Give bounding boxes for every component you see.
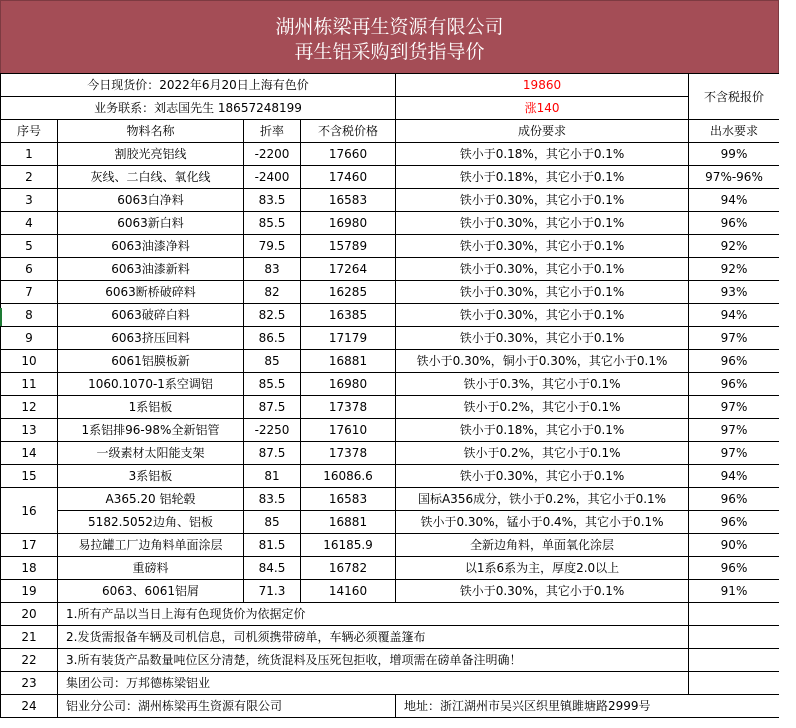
cell-no[interactable]: 18 <box>1 557 58 580</box>
cell-rate[interactable]: 86.5 <box>244 327 301 350</box>
cell-rate[interactable]: 82.5 <box>244 304 301 327</box>
cell-no[interactable]: 4 <box>1 212 58 235</box>
cell-no[interactable]: 2 <box>1 166 58 189</box>
cell-yield[interactable]: 96% <box>689 373 780 396</box>
cell-price[interactable]: 16385 <box>301 304 396 327</box>
table-row <box>1 166 780 189</box>
cell-material[interactable]: 6063白净料 <box>58 189 244 212</box>
table-row <box>1 350 780 373</box>
cell-price[interactable]: 16185.9 <box>301 534 396 557</box>
table-row <box>1 511 780 534</box>
cell-rate[interactable]: 85.5 <box>244 212 301 235</box>
cell-price[interactable]: 17460 <box>301 166 396 189</box>
table-row <box>1 488 780 511</box>
cell-no[interactable]: 10 <box>1 350 58 373</box>
cell-price[interactable]: 16881 <box>301 350 396 373</box>
cell-composition[interactable]: 铁小于0.30%，锰小于0.4%，其它小于0.1% <box>396 511 689 534</box>
cell-composition[interactable]: 铁小于0.18%，其它小于0.1% <box>396 419 689 442</box>
cell-rate[interactable]: 85.5 <box>244 373 301 396</box>
cell-composition[interactable]: 铁小于0.30%，铜小于0.30%，其它小于0.1% <box>396 350 689 373</box>
cell-yield[interactable]: 90% <box>689 534 780 557</box>
cell-rate[interactable]: 82 <box>244 281 301 304</box>
cell-no[interactable]: 15 <box>1 465 58 488</box>
cell-no[interactable]: 24 <box>1 695 58 718</box>
cell-price[interactable]: 15789 <box>301 235 396 258</box>
branch-name[interactable]: 铝业分公司：湖州栋梁再生资源有限公司 <box>58 695 396 718</box>
cell-material[interactable]: 灰线、二白线、氧化线 <box>58 166 244 189</box>
cell-price[interactable]: 17610 <box>301 419 396 442</box>
cell-no[interactable]: 7 <box>1 281 58 304</box>
cell-no[interactable]: 14 <box>1 442 58 465</box>
table-row <box>1 373 780 396</box>
cell-no[interactable]: 5 <box>1 235 58 258</box>
table-row <box>1 189 780 212</box>
cell-composition[interactable]: 铁小于0.30%，其它小于0.1% <box>396 189 689 212</box>
info-row <box>1 74 780 97</box>
cell-rate[interactable]: 83.5 <box>244 189 301 212</box>
cell-yield[interactable]: 96% <box>689 488 780 511</box>
cell-price[interactable]: 16980 <box>301 373 396 396</box>
table-row <box>1 258 780 281</box>
cell-price[interactable]: 16086.6 <box>301 465 396 488</box>
cell-material[interactable]: 6063破碎白料 <box>58 304 244 327</box>
table-row <box>1 557 780 580</box>
price-value[interactable]: 19860 <box>396 74 689 97</box>
note-text[interactable]: 2.发货需报备车辆及司机信息，司机须携带磅单，车辆必须覆盖篷布 <box>58 626 689 649</box>
note-row <box>1 603 780 626</box>
header-yield[interactable]: 出水要求 <box>689 120 780 143</box>
cell-yield[interactable]: 97% <box>689 396 780 419</box>
table-row <box>1 580 780 603</box>
cell-yield[interactable]: 92% <box>689 258 780 281</box>
cell-composition[interactable]: 铁小于0.18%，其它小于0.1% <box>396 166 689 189</box>
table-row <box>1 235 780 258</box>
cell-price[interactable]: 16583 <box>301 488 396 511</box>
table-row <box>1 143 780 166</box>
table-row <box>1 304 780 327</box>
tax-note[interactable]: 不含税报价 <box>689 74 780 120</box>
cell-yield[interactable]: 99% <box>689 143 780 166</box>
cell-material[interactable]: 1060.1070-1系空调铝 <box>58 373 244 396</box>
cell-material[interactable]: A365.20 铝轮毂 <box>58 488 244 511</box>
cell-rate[interactable]: 83 <box>244 258 301 281</box>
cell-composition[interactable]: 铁小于0.18%，其它小于0.1% <box>396 143 689 166</box>
note-row <box>1 626 780 649</box>
cell-yield[interactable]: 96% <box>689 511 780 534</box>
cell-yield[interactable]: 97% <box>689 419 780 442</box>
cell-composition[interactable]: 铁小于0.30%，其它小于0.1% <box>396 235 689 258</box>
cell-price[interactable]: 17660 <box>301 143 396 166</box>
cell-price[interactable]: 17378 <box>301 442 396 465</box>
table-row <box>1 465 780 488</box>
cell-yield[interactable]: 91% <box>689 580 780 603</box>
cell-no[interactable]: 19 <box>1 580 58 603</box>
table-row <box>1 327 780 350</box>
cell-price[interactable]: 16285 <box>301 281 396 304</box>
cell-rate[interactable]: 71.3 <box>244 580 301 603</box>
header-no[interactable]: 序号 <box>1 120 58 143</box>
cell-material[interactable]: 一级素材太阳能支架 <box>58 442 244 465</box>
cell-material[interactable]: 6063油漆净料 <box>58 235 244 258</box>
cell-rate[interactable]: 85 <box>244 511 301 534</box>
cell-composition[interactable]: 铁小于0.30%，其它小于0.1% <box>396 258 689 281</box>
table-row <box>1 396 780 419</box>
table-row <box>1 442 780 465</box>
table-row <box>1 534 780 557</box>
cell-rate[interactable]: -2200 <box>244 143 301 166</box>
sheet-title: 再生铝采购到货指导价 <box>294 41 485 63</box>
cell-price[interactable]: 16980 <box>301 212 396 235</box>
cell-no[interactable]: 20 <box>1 603 58 626</box>
cell-yield[interactable]: 96% <box>689 212 780 235</box>
cell-yield[interactable]: 93% <box>689 281 780 304</box>
note-row <box>1 672 780 695</box>
header-rate[interactable]: 折率 <box>244 120 301 143</box>
cell-no[interactable]: 8 <box>1 304 58 327</box>
cell-composition[interactable]: 铁小于0.2%，其它小于0.1% <box>396 442 689 465</box>
cell-price[interactable]: 17378 <box>301 396 396 419</box>
empty-cell[interactable] <box>689 649 780 672</box>
cell-yield[interactable]: 94% <box>689 304 780 327</box>
header-composition[interactable]: 成份要求 <box>396 120 689 143</box>
cell-rate[interactable]: -2400 <box>244 166 301 189</box>
cell-yield[interactable]: 97% <box>689 327 780 350</box>
cell-material[interactable]: 6063断桥破碎料 <box>58 281 244 304</box>
address[interactable]: 地址：浙江湖州市吴兴区织里镇雎塘路2999号 <box>396 695 780 718</box>
cell-rate[interactable]: 79.5 <box>244 235 301 258</box>
cell-material[interactable]: 6063新白料 <box>58 212 244 235</box>
cell-material[interactable]: 5182.5052边角、铝板 <box>58 511 244 534</box>
row-selection-marker <box>0 308 2 326</box>
cell-rate[interactable]: 87.5 <box>244 396 301 419</box>
contact-label[interactable]: 业务联系：刘志国先生 18657248199 <box>1 97 396 120</box>
table-row <box>1 281 780 304</box>
cell-material[interactable]: 割胶光亮铝线 <box>58 143 244 166</box>
cell-rate[interactable]: 87.5 <box>244 442 301 465</box>
cell-composition[interactable]: 国标A356成分，铁小于0.2%，其它小于0.1% <box>396 488 689 511</box>
table-row <box>1 419 780 442</box>
cell-no[interactable]: 9 <box>1 327 58 350</box>
cell-yield[interactable]: 97%-96% <box>689 166 780 189</box>
cell-material[interactable]: 6063、6061铝屑 <box>58 580 244 603</box>
cell-no[interactable]: 3 <box>1 189 58 212</box>
cell-material[interactable]: 重磅料 <box>58 557 244 580</box>
cell-composition[interactable]: 铁小于0.3%，其它小于0.1% <box>396 373 689 396</box>
cell-no[interactable]: 11 <box>1 373 58 396</box>
sheet-margin <box>779 0 796 728</box>
price-label[interactable]: 今日现货价：2022年6月20日上海有色价 <box>1 74 396 97</box>
cell-no[interactable]: 6 <box>1 258 58 281</box>
cell-yield[interactable]: 97% <box>689 442 780 465</box>
empty-cell[interactable] <box>689 603 780 626</box>
cell-composition[interactable]: 铁小于0.2%，其它小于0.1% <box>396 396 689 419</box>
cell-material[interactable]: 3系铝板 <box>58 465 244 488</box>
empty-cell[interactable] <box>689 626 780 649</box>
footer-row <box>1 695 780 718</box>
contact-row <box>1 97 780 120</box>
cell-yield[interactable]: 96% <box>689 350 780 373</box>
cell-no[interactable]: 13 <box>1 419 58 442</box>
cell-material[interactable]: 1系铝板 <box>58 396 244 419</box>
cell-composition[interactable]: 铁小于0.30%，其它小于0.1% <box>396 327 689 350</box>
note-row <box>1 649 780 672</box>
cell-no[interactable]: 21 <box>1 626 58 649</box>
cell-yield[interactable]: 94% <box>689 465 780 488</box>
note-text[interactable]: 1.所有产品以当日上海有色现货价为依据定价 <box>58 603 689 626</box>
header-price[interactable]: 不含税价格 <box>301 120 396 143</box>
note-text[interactable]: 集团公司：万邦德栋梁铝业 <box>58 672 689 695</box>
cell-no[interactable]: 12 <box>1 396 58 419</box>
cell-material[interactable]: 6063油漆新料 <box>58 258 244 281</box>
cell-price[interactable]: 14160 <box>301 580 396 603</box>
cell-rate[interactable]: 85 <box>244 350 301 373</box>
price-change[interactable]: 涨140 <box>396 97 689 120</box>
price-table <box>0 73 780 718</box>
cell-composition[interactable]: 铁小于0.30%，其它小于0.1% <box>396 465 689 488</box>
cell-rate[interactable]: 81 <box>244 465 301 488</box>
cell-no[interactable]: 16 <box>1 488 58 534</box>
company-title: 湖州栋梁再生资源有限公司 <box>275 16 504 38</box>
cell-composition[interactable]: 铁小于0.30%，其它小于0.1% <box>396 212 689 235</box>
cell-rate[interactable]: -2250 <box>244 419 301 442</box>
cell-material[interactable]: 易拉罐工厂边角料单面涂层 <box>58 534 244 557</box>
cell-price[interactable]: 16782 <box>301 557 396 580</box>
cell-no[interactable]: 17 <box>1 534 58 557</box>
empty-cell[interactable] <box>689 672 780 695</box>
cell-yield[interactable]: 92% <box>689 235 780 258</box>
cell-rate[interactable]: 81.5 <box>244 534 301 557</box>
table-row <box>1 212 780 235</box>
cell-composition[interactable]: 全新边角料，单面氧化涂层 <box>396 534 689 557</box>
cell-no[interactable]: 22 <box>1 649 58 672</box>
cell-price[interactable]: 17264 <box>301 258 396 281</box>
cell-no[interactable]: 23 <box>1 672 58 695</box>
cell-composition[interactable]: 铁小于0.30%，其它小于0.1% <box>396 304 689 327</box>
title-banner <box>0 0 779 74</box>
cell-price[interactable]: 16881 <box>301 511 396 534</box>
cell-yield[interactable]: 96% <box>689 557 780 580</box>
header-material[interactable]: 物料名称 <box>58 120 244 143</box>
cell-composition[interactable]: 铁小于0.30%，其它小于0.1% <box>396 281 689 304</box>
cell-price[interactable]: 17179 <box>301 327 396 350</box>
cell-rate[interactable]: 83.5 <box>244 488 301 511</box>
cell-material[interactable]: 6061铝膜板新 <box>58 350 244 373</box>
note-text[interactable]: 3.所有装货产品数量吨位区分清楚，统货混料及压死包拒收，增项需在磅单备注明确！ <box>58 649 689 672</box>
cell-composition[interactable]: 以1系6系为主，厚度2.0以上 <box>396 557 689 580</box>
cell-no[interactable]: 1 <box>1 143 58 166</box>
cell-composition[interactable]: 铁小于0.30%，其它小于0.1% <box>396 580 689 603</box>
header-row <box>1 120 780 143</box>
cell-material[interactable]: 1系铝排96-98%全新铝管 <box>58 419 244 442</box>
cell-yield[interactable]: 94% <box>689 189 780 212</box>
cell-rate[interactable]: 84.5 <box>244 557 301 580</box>
cell-price[interactable]: 16583 <box>301 189 396 212</box>
cell-material[interactable]: 6063挤压回料 <box>58 327 244 350</box>
